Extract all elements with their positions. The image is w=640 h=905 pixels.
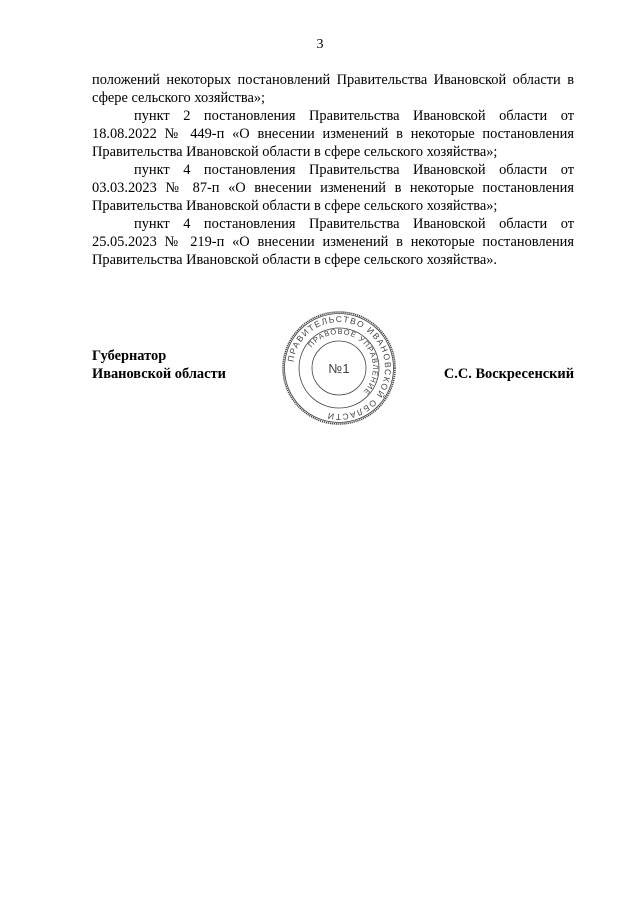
- page-number: 3: [316, 37, 324, 52]
- paragraph-continuation: положений некоторых постановлений Правительства Ивановской области в сфере сельского хозяйства»;: [92, 72, 574, 106]
- list-item: пункт 4 постановления Правительства Ивановской области от 25.05.2023 № 219-п «О внесении изменений в некоторые постановления Правительства Ивановской области в сфере сельского хозяйства».: [92, 216, 574, 268]
- seal-inner-textpath: ПРАВОВОЕ УПРАВЛЕНИЕ: [306, 326, 381, 398]
- seal-center-text: №1: [328, 361, 350, 376]
- list-item: пункт 2 постановления Правительства Ивановской области от 18.08.2022 № 449-п «О внесении изменений в некоторые постановления Правительства Ивановской области в сфере сельского хозяйства»;: [92, 108, 574, 160]
- position-title: Губернатор: [92, 348, 167, 364]
- seal-outer-textpath: ПРАВИТЕЛЬСТВО ИВАНОВСКОЙ ОБЛАСТИ: [285, 313, 394, 423]
- document-body: [92, 71, 574, 269]
- position-region: Ивановской области: [92, 366, 226, 382]
- seal-stamp-icon: [281, 310, 397, 426]
- signature-position: [92, 347, 226, 383]
- list-item: пункт 4 постановления Правительства Ивановской области от 03.03.2023 № 87-п «О внесении изменений в некоторые постановления Правительства Ивановской области в сфере сельского хозяйства»;: [92, 162, 574, 214]
- signatory-name: С.С. Воскресенский: [443, 366, 574, 382]
- official-seal: [281, 310, 397, 426]
